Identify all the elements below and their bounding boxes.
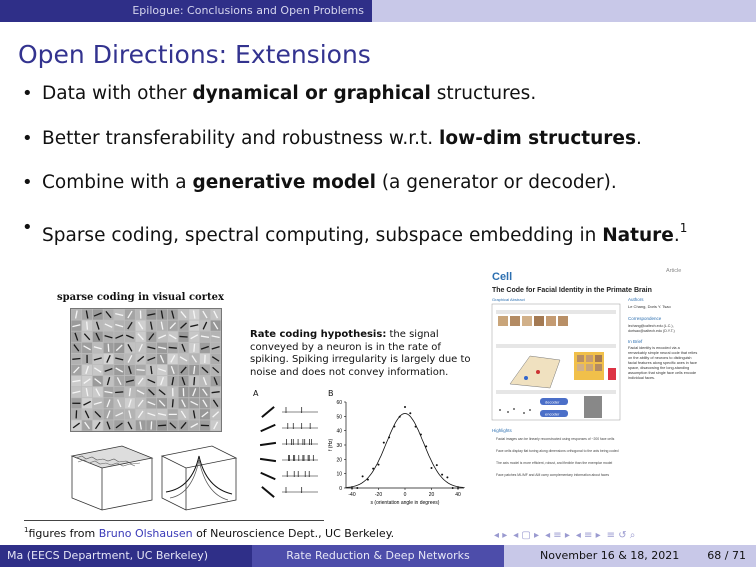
tuning-point bbox=[409, 412, 411, 414]
paper-highlights-header: Highlights bbox=[492, 428, 512, 433]
tuning-figure bbox=[254, 396, 474, 518]
tuning-point bbox=[372, 468, 374, 470]
nav-subsection-icon[interactable]: ◂ ≡ ▸ bbox=[575, 530, 601, 541]
tuning-point bbox=[383, 442, 385, 444]
y-tick-label: 30 bbox=[336, 443, 342, 449]
paper-correspondence-header: Correspondence bbox=[628, 316, 662, 321]
x-tick-label: 20 bbox=[428, 492, 435, 498]
paper-decoder-label: decoder bbox=[545, 399, 560, 405]
footnote: $^1$figures from Bruno Olshausen of Neuroscience Dept., UC Berkeley. bbox=[24, 526, 395, 540]
cell-paper-thumbnail bbox=[490, 264, 702, 492]
frame-title: Open Directions: Extensions bbox=[18, 40, 371, 69]
bullet-dot-icon: • bbox=[22, 216, 33, 238]
footer-author[interactable]: Ma (EECS Department, UC Berkeley) bbox=[0, 545, 252, 567]
y-axis-label: f (Hz) bbox=[328, 438, 334, 451]
header-bar bbox=[0, 0, 756, 22]
footnote-rule bbox=[24, 520, 324, 521]
paper-highlight: Face patches ML/MF and AM carry complementary information about faces bbox=[496, 473, 610, 477]
footnote-ref[interactable]: 1 bbox=[679, 220, 688, 235]
paper-journal: Cell bbox=[492, 271, 513, 283]
bullet-item: • Data with other dynamical or graphical structures. bbox=[22, 83, 537, 104]
paper-encoder-label: encoder bbox=[545, 411, 560, 417]
nav-search-icon[interactable]: ≡ ↺ ⌕ bbox=[606, 530, 636, 541]
tuning-point bbox=[457, 487, 459, 489]
tuning-point bbox=[431, 467, 433, 469]
tuning-point bbox=[420, 433, 422, 435]
tuning-point bbox=[388, 436, 390, 438]
tuning-point bbox=[446, 476, 448, 478]
bullet-item: • Better transferability and robustness w.r.t. low-dim structures. bbox=[22, 127, 642, 149]
tuning-point bbox=[367, 479, 369, 481]
rate-coding-text: Rate coding hypothesis: the signal conveyed by a neuron is in the rate of spiking. Spiking irregularity is largely due to noise and does not convey information. bbox=[250, 329, 471, 378]
beamer-navigation bbox=[494, 530, 635, 541]
cell-paper-image bbox=[490, 264, 702, 492]
paper-correspondence: dortsao@caltech.edu (D.Y.T.) bbox=[628, 329, 675, 333]
paper-highlight: The axis model is more efficient, robust, and flexible than the exemplar model bbox=[496, 461, 613, 465]
paper-authors-header: Authors bbox=[628, 297, 644, 302]
footnote-link[interactable]: Bruno Olshausen bbox=[98, 527, 193, 540]
paper-authors: Le Chang, Doris Y. Tsao bbox=[628, 304, 671, 309]
bullet-dot-icon: • bbox=[22, 172, 33, 194]
nav-section-icon[interactable]: ◂ ≡ ▸ bbox=[545, 530, 570, 541]
bullet-list bbox=[22, 82, 742, 268]
paper-brief-header: In Brief bbox=[628, 339, 643, 344]
receptive-field-grid-image bbox=[71, 309, 221, 431]
bullet-item: • Sparse coding, spectral computing, subspace embedding in Nature.$^1$ bbox=[22, 216, 688, 246]
paper-highlight: Face cells display flat tuning along dimensions orthogonal to the axis being coded bbox=[496, 449, 619, 453]
y-tick-label: 0 bbox=[339, 486, 342, 492]
x-tick-label: -40 bbox=[348, 492, 356, 498]
energy-surface-image bbox=[62, 436, 238, 516]
receptive-field-grid bbox=[70, 308, 222, 432]
x-tick-label: 40 bbox=[455, 492, 461, 498]
tuning-point bbox=[415, 426, 417, 428]
footer-title[interactable]: Rate Reduction & Deep Networks bbox=[252, 545, 504, 567]
tuning-point bbox=[393, 425, 395, 427]
paper-tag: Article bbox=[666, 268, 682, 274]
tuning-point bbox=[404, 406, 406, 408]
y-tick-label: 50 bbox=[336, 414, 342, 421]
paper-brief-text: Facial identity is encoded via a remarkably simple neural code that relies on the ability of neurons to distinguish facial features along specific axes in face space, disavowing the long-standing assumption that single face cells encode individual faces. bbox=[628, 346, 698, 380]
x-tick-label: -20 bbox=[374, 492, 383, 498]
tuning-point bbox=[399, 416, 401, 418]
tuning-point bbox=[362, 475, 364, 477]
panel-a-label: A bbox=[253, 389, 259, 398]
nav-first-icon[interactable]: ◂ ▸ bbox=[494, 530, 508, 541]
x-tick-label: 0 bbox=[403, 492, 407, 498]
energy-surface-plots bbox=[62, 436, 238, 516]
nav-prev-icon[interactable]: ◂ ▢ ▸ bbox=[513, 530, 540, 541]
paper-title: The Code for Facial Identity in the Primate Brain bbox=[492, 287, 652, 294]
tuning-curve-image bbox=[254, 396, 474, 518]
x-axis-label: s (orientation angle in degrees) bbox=[370, 500, 440, 506]
y-tick-label: 20 bbox=[336, 457, 342, 464]
footer-right bbox=[504, 545, 756, 567]
header-filler bbox=[372, 0, 756, 22]
y-tick-label: 60 bbox=[336, 400, 342, 406]
bullet-dot-icon: • bbox=[22, 127, 33, 149]
tuning-point bbox=[351, 487, 353, 489]
tuning-point bbox=[425, 445, 427, 447]
tuning-point bbox=[378, 464, 380, 466]
tuning-point bbox=[436, 464, 438, 466]
footer-bar bbox=[0, 545, 756, 567]
footer-date: November 16 & 18, 2021 bbox=[540, 549, 680, 562]
bullet-dot-icon: • bbox=[22, 83, 33, 104]
y-tick-label: 40 bbox=[336, 428, 342, 435]
section-title[interactable]: Epilogue: Conclusions and Open Problems bbox=[0, 0, 372, 22]
footer-page: 68 / 71 bbox=[707, 549, 746, 562]
paper-correspondence: lechang@caltech.edu (L.C.), bbox=[628, 324, 674, 328]
tuning-point bbox=[356, 487, 358, 489]
panel-b-label: B bbox=[328, 389, 334, 398]
paper-highlight: Facial images can be linearly reconstructed using responses of ~200 face cells bbox=[496, 437, 615, 441]
tuning-point bbox=[452, 487, 454, 489]
paper-abstract-header: Graphical Abstract bbox=[492, 297, 525, 302]
y-tick-label: 10 bbox=[336, 471, 342, 478]
bullet-item: • Combine with a generative model (a generator or decoder). bbox=[22, 172, 617, 194]
sparse-coding-title: sparse coding in visual cortex bbox=[57, 292, 224, 303]
tuning-point bbox=[441, 474, 443, 476]
